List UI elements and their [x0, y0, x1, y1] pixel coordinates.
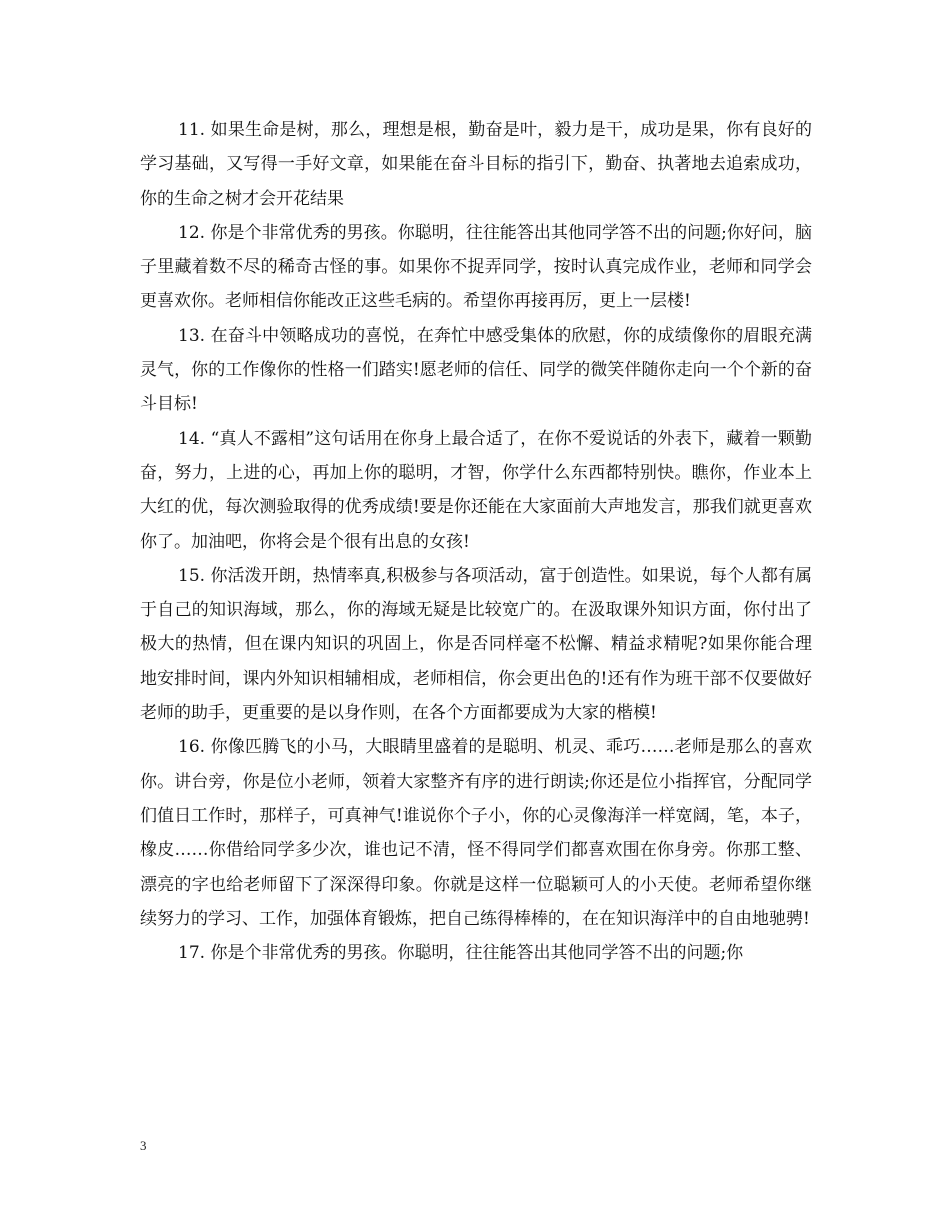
- paragraph-11: 11. 如果生命是树，那么，理想是根，勤奋是叶，毅力是干，成功是果，你有良好的学习基础，又写得一手好文章，如果能在奋斗目标的指引下，勤奋、执著地去追索成功，你的生命之树才会开花结果: [140, 120, 812, 209]
- paragraph-15: 15. 你活泼开朗，热情率真,积极参与各项活动，富于创造性。如果说，每个人都有属于自己的知识海域，那么，你的海域无疑是比较宽广的。在汲取课外知识方面，你付出了极大的热情，但在课内知识的巩固上，你是否同样毫不松懈、精益求精呢?如果你能合理地安排时间，课内外知识相辅相成，老师相信，你会更出色的!还有作为班干部不仅要做好老师的助手，更重要的是以身作则，在各个方面都要成为大家的楷模!: [140, 565, 812, 724]
- page-number: 3: [140, 1138, 147, 1153]
- paragraph-14: 14. “真人不露相”这句话用在你身上最合适了，在你不爱说话的外表下，藏着一颗勤奋，努力，上进的心，再加上你的聪明，才智，你学什么东西都特别快。瞧你，作业本上大红的优，每次测验取得的优秀成绩!要是你还能在大家面前大声地发言，那我们就更喜欢你了。加油吧，你将会是个很有出息的女孩!: [140, 428, 812, 552]
- paragraph-12: 12. 你是个非常优秀的男孩。你聪明，往往能答出其他同学答不出的问题;你好问，脑子里藏着数不尽的稀奇古怪的事。如果你不捉弄同学，按时认真完成作业，老师和同学会更喜欢你。老师相信你能改正这些毛病的。希望你再接再厉，更上一层楼!: [140, 222, 812, 312]
- document-body: [140, 113, 812, 970]
- paragraph-13: 13. 在奋斗中领略成功的喜悦，在奔忙中感受集体的欣慰，你的成绩像你的眉眼充满灵气，你的工作像你的性格一们踏实!愿老师的信任、同学的微笑伴随你走向一个个新的奋斗目标!: [140, 325, 812, 415]
- paragraph-16: 16. 你像匹腾飞的小马，大眼睛里盛着的是聪明、机灵、乖巧……老师是那么的喜欢你。讲台旁，你是位小老师，领着大家整齐有序的进行朗读;你还是位小指挥官，分配同学们值日工作时，那样子，可真神气!谁说你个子小，你的心灵像海洋一样宽阔，笔，本子，橡皮……你借给同学多少次，谁也记不清，怪不得同学们都喜欢围在你身旁。你那工整、漂亮的字也给老师留下了深深得印象。你就是这样一位聪颖可人的小天使。老师希望你继续努力的学习、工作，加强体育锻炼，把自己练得棒棒的，在在知识海洋中的自由地驰骋!: [140, 737, 812, 929]
- paragraph-17: 17. 你是个非常优秀的男孩。你聪明，往往能答出其他同学答不出的问题;你: [178, 943, 744, 964]
